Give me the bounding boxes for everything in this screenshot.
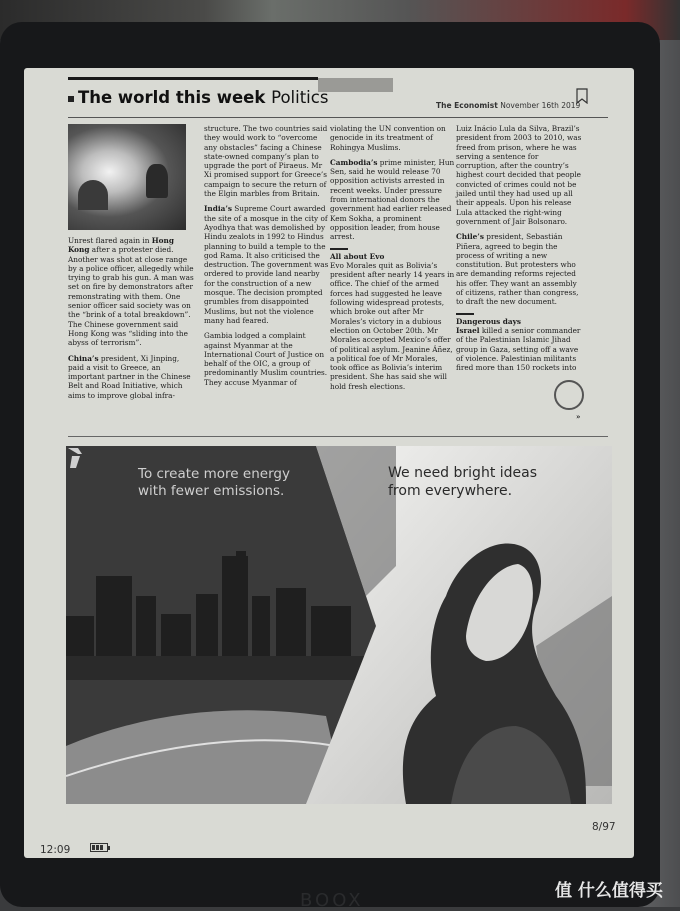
divider — [456, 313, 474, 315]
section-title: The world this week — [78, 88, 266, 107]
photo-figure — [78, 180, 108, 210]
section-subtitle: Politics — [271, 88, 329, 107]
text-run: president, Sebastián Piñera, agreed to begin the process of writing a new constitution. But protesters who are demanding reforms rejected his offer. They want an assembly of citizens, rather than congress, to draft the new document. — [456, 232, 579, 307]
subheading: All about Evo — [330, 251, 385, 261]
ad-headline-left — [138, 466, 290, 500]
bookmark-icon[interactable] — [576, 88, 588, 104]
text-bold: Chile’s — [456, 232, 484, 242]
publication-name: The Economist — [436, 101, 498, 110]
battery-cell — [92, 845, 95, 850]
article-column-2 — [204, 124, 330, 393]
watermark-logo: 值 什么值得买 — [555, 881, 663, 901]
divider — [330, 248, 348, 250]
text-bold: Cambodia’s — [330, 157, 378, 167]
article-column-4 — [456, 124, 582, 378]
ad-line: We need bright ideas — [388, 465, 538, 481]
text-run: Luiz Inácio Lula da Silva, Brazil’s president from 2003 to 2010, was freed from prison, where he was serving a sentence for corruption, after the country’s highest court decided that people convicted of crimes could not be jailed until they had used up all their appeals. Upon his release Lula attacked the right-wing government of Jair Bolsonaro. — [456, 124, 582, 226]
ereader-device — [0, 22, 660, 911]
device-brand-logo: BOOX — [300, 890, 364, 911]
text-run: violating the UN convention on genocide in its treatment of Rohingya Muslims. — [330, 124, 446, 152]
paragraph — [68, 236, 194, 348]
article-bottom-rule — [68, 436, 608, 437]
paragraph — [204, 124, 330, 198]
publication-line — [436, 101, 580, 110]
paragraph — [68, 354, 194, 400]
section-rule — [68, 77, 318, 80]
continue-marker: » — [576, 412, 581, 421]
article-column-3 — [330, 124, 456, 397]
ad-logo-icon — [66, 446, 90, 470]
text-run: Supreme Court awarded the site of a mosque in the city of Ayodhya that was demolished by Hindu zealots in 1992 to Hindus planning to build a temple to the god Rama. It also criticised the destruction. The government was ordered to provide land nearby for the construction of a new mosque. The decision prompted grumbles from disappointed Muslims, but not the violence many had feared. — [204, 204, 329, 325]
text-bold: Israel — [456, 325, 480, 335]
ereader-screen — [24, 68, 634, 858]
status-time: 12:09 — [40, 844, 71, 856]
ad-line: To create more energy — [138, 466, 290, 482]
battery-cell — [100, 845, 103, 850]
text-run: after a protester died. Another was shot at close range by a police officer, allegedly while trying to grab his gun. A man was set on fire by demonstrators after remonstrating with them. One senior officer said society was on the “brink of a total breakdown”. The Chinese government said Hong Kong was “sliding into the abyss of terrorism”. — [68, 245, 194, 348]
page-indicator[interactable]: 8/97 — [592, 821, 616, 833]
text-run: president, Xi Jinping, paid a visit to Greece, an important partner in the Chinese Belt and Road Initiative, which aims to improve global infra- — [68, 353, 191, 400]
text-run: structure. The two countries said they would work to “overcome any obstacles” facing a Chinese state-owned company’s plan to upgrade the port of Piraeus. Mr Xi promised support for Greece’s campaign to secure the return of the Elgin marbles from Britain. — [204, 124, 328, 199]
paragraph — [204, 331, 330, 387]
photo-figure — [146, 164, 168, 198]
text-run: killed a senior commander of the Palestinian Islamic Jihad group in Gaza, setting off a wave of violence. Palestinian militants fired more than 150 rockets into — [456, 325, 581, 373]
ad-line: with fewer emissions. — [138, 483, 285, 499]
section-rule-grey — [318, 78, 393, 92]
news-photo — [68, 124, 186, 230]
article-column-1 — [68, 124, 194, 406]
advertisement[interactable] — [66, 446, 612, 804]
text-run: Evo Morales quit as Bolivia’s president after nearly 14 years in office. The chief of the armed forces had suggested he leave following widespread protests, which broke out after Mr Morales’s victory in a dubious election on October 20th. Mr Morales accepted Mexico’s offer of political asylum. Jeanine Áñez, a political foe of Mr Morales, took office as Bolivia’s interim president. She has said she will hold fresh elections. — [330, 260, 455, 391]
page-title — [78, 88, 328, 107]
paragraph — [330, 261, 456, 391]
text-run: Unrest flared again in — [68, 236, 152, 245]
paragraph — [456, 326, 582, 372]
publication-date: November 16th 2019 — [500, 101, 581, 110]
text-bold: China’s — [68, 353, 99, 363]
section-bullet-icon — [68, 96, 74, 102]
subheading: Dangerous days — [456, 316, 521, 326]
text-run: Gambia lodged a complaint against Myanmar at the International Court of Justice on behalf of the OIC, a group of predominantly Muslim countries. They accuse Myanmar of — [204, 331, 328, 387]
paragraph — [204, 204, 330, 325]
battery-cell — [96, 845, 99, 850]
floating-menu-button[interactable] — [554, 380, 584, 410]
text-bold: Hong Kong — [68, 236, 174, 255]
ad-line: from everywhere. — [388, 483, 513, 499]
paragraph — [330, 158, 456, 242]
ad-headline-right — [388, 464, 537, 500]
paragraph — [456, 232, 582, 306]
paragraph — [330, 124, 456, 152]
text-run: prime minister, Hun Sen, said he would release 70 opposition activists arrested in recent weeks. Under pressure from international donors the government had earlier released Kem Sokha, a prominent opposition leader, from house arrest. — [330, 157, 455, 242]
paragraph — [456, 124, 582, 226]
text-bold: India’s — [204, 204, 232, 214]
header-rule — [68, 117, 608, 118]
battery-icon — [90, 843, 108, 852]
